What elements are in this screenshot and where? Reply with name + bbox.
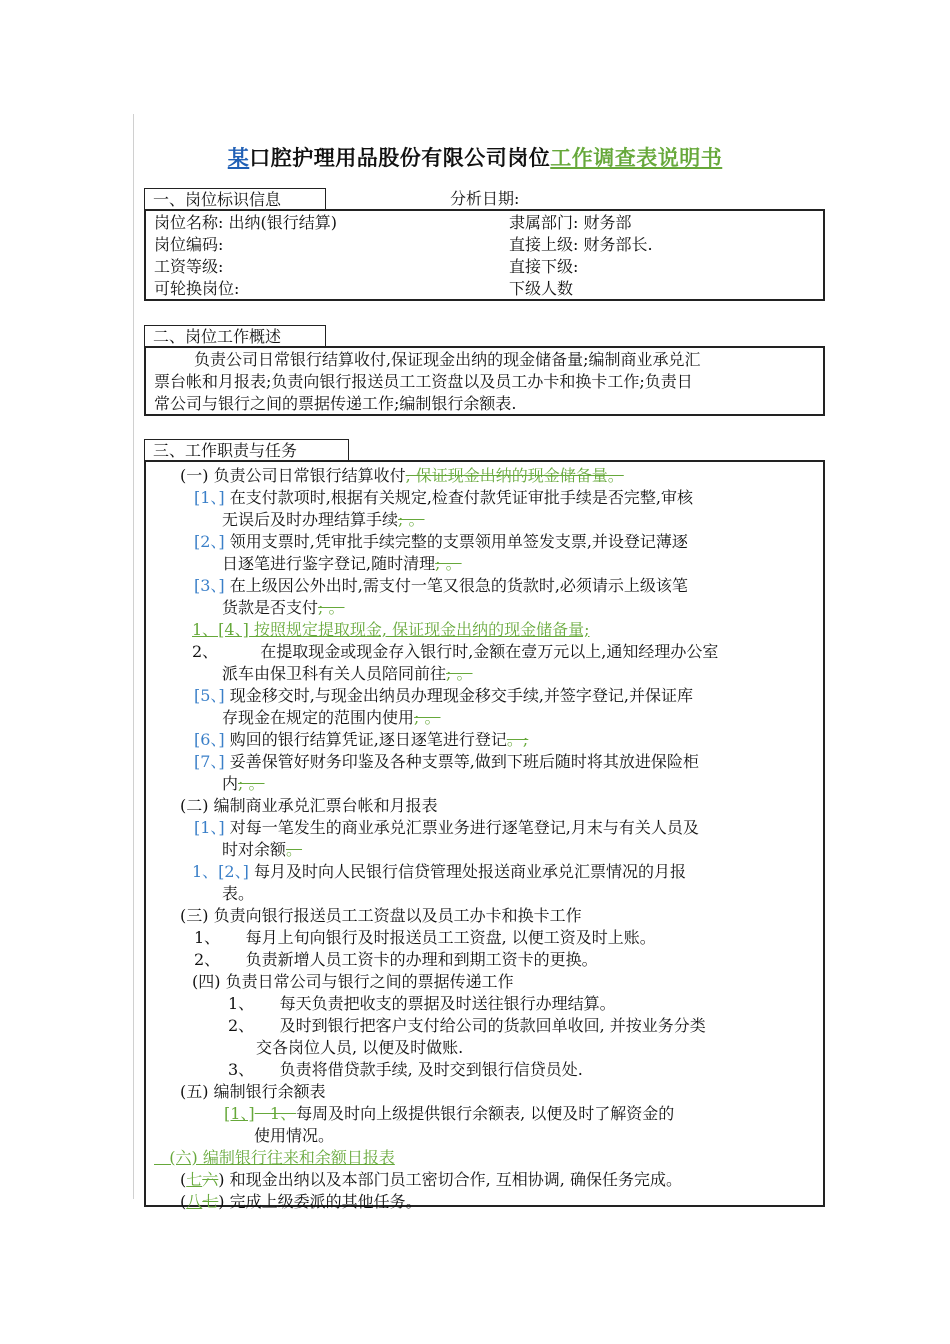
section3-heading: 三、工作职责与任务	[144, 439, 349, 461]
field-direct-subordinate: 直接下级:	[509, 257, 579, 276]
item-number: [1、]	[194, 488, 225, 507]
item-number: [1、]	[224, 1104, 255, 1123]
field-position-code: 岗位编码:	[154, 235, 224, 254]
duty-item: [3、] 在上级因公外出时,需支付一笔又很急的货款时,必须请示上级该笔	[194, 576, 688, 595]
duty-heading-4: (四) 负责日常公司与银行之间的票据传递工作	[192, 972, 514, 991]
item-number: [2、]	[194, 532, 225, 551]
duty-heading-5: (五) 编制银行余额表	[180, 1082, 326, 1101]
duty-item-cont: 交各岗位人员, 以便及时做账.	[256, 1038, 464, 1057]
title-suffix: 工作调查表说明书	[550, 145, 723, 170]
field-position-name: 岗位名称: 出纳(银行结算)	[154, 213, 337, 232]
field-salary-grade: 工资等级:	[154, 257, 224, 276]
field-subordinate-count: 下级人数	[509, 279, 574, 298]
section1-box	[144, 209, 825, 301]
summary-line: 常公司与银行之间的票据传递工作;编制银行余额表.	[154, 394, 517, 413]
duty-item: [5、] 现金移交时,与现金出纳员办理现金移交手续,并签字登记,并保证库	[194, 686, 694, 705]
item-number: 1、[2、]	[192, 862, 249, 881]
duty-item-cont: 时对余额。	[222, 840, 303, 859]
title-main: 口腔护理用品股份有限公司岗位	[249, 145, 551, 170]
duty-item-cont: 货款是否支付; 。	[222, 598, 345, 617]
duty-item: [7、] 妥善保管好财务印鉴及各种支票等,做到下班后随时将其放进保险柜	[194, 752, 699, 771]
duty-heading-3: (三) 负责向银行报送员工工资盘以及员工办卡和换卡工作	[180, 906, 582, 925]
duty-item-cont: 存现金在规定的范围内使用; 。	[222, 708, 441, 727]
item-number: 2、	[192, 642, 219, 661]
duty-heading-8: (八七) 完成上级委派的其他任务。	[180, 1192, 422, 1211]
duty-item: [1、] 对每一笔发生的商业承兑汇票业务进行逐笔登记,月末与有关人员及	[194, 818, 699, 837]
field-direct-superior: 直接上级: 财务部长.	[509, 235, 653, 254]
duty-heading-7: (七六) 和现金出纳以及本部门员工密切合作, 互相协调, 确保任务完成。	[180, 1170, 682, 1189]
duty-item: 1、 每月上旬向银行及时报送员工工资盘, 以便工资及时上账。	[194, 928, 656, 947]
field-rotation-positions: 可轮换岗位:	[154, 279, 240, 298]
document-title	[0, 142, 950, 172]
summary-line: 票台帐和月报表;负责向银行报送员工工资盘以及员工办卡和换卡工作;负责日	[154, 372, 693, 391]
duty-item: [1、] 1、每周及时向上级提供银行余额表, 以便及时了解资金的	[224, 1104, 675, 1123]
duty-item-cont: 表。	[222, 884, 255, 903]
duty-item-revised: 1、[4、] 按照规定提取现金, 保证现金出纳的现金储备量;	[192, 620, 590, 639]
summary-line: 负责公司日常银行结算收付,保证现金出纳的现金储备量;编制商业承兑汇	[194, 350, 701, 369]
duty-item-cont: 内; 。	[222, 774, 265, 793]
item-number: [5、]	[194, 686, 225, 705]
section2-heading: 二、岗位工作概述	[144, 325, 326, 347]
duty-item: [6、] 购回的银行结算凭证,逐日逐笔进行登记。;	[194, 730, 529, 749]
section3-box	[144, 460, 825, 1211]
duty-item: 1、[2、] 每月及时向人民银行信贷管理处报送商业承兑汇票情况的月报	[192, 862, 686, 881]
duty-heading-2: (二) 编制商业承兑汇票台帐和月报表	[180, 796, 438, 815]
item-number: [1、]	[194, 818, 225, 837]
section2-box	[144, 346, 825, 416]
duty-heading-1: (一) 负责公司日常银行结算收付, 保证现金出纳的现金储备量。	[180, 466, 624, 485]
duty-heading-6-inserted: (六) 编制银行往来和余额日报表	[154, 1148, 395, 1167]
field-department: 隶属部门: 财务部	[509, 213, 632, 232]
duty-item-cont: 日逐笔进行鉴字登记,随时清理; 。	[222, 554, 462, 573]
section1-heading: 一、岗位标识信息	[144, 188, 326, 210]
item-number: [3、]	[194, 576, 225, 595]
duty-item: 2、 负责新增人员工资卡的办理和到期工资卡的更换。	[194, 950, 598, 969]
duty-item: [2、] 领用支票时,凭审批手续完整的支票领用单签发支票,并设登记薄逐	[194, 532, 688, 551]
duty-item: 3、 负责将借贷款手续, 及时交到银行信贷员处.	[228, 1060, 583, 1079]
duty-item-cont: 使用情况。	[254, 1126, 335, 1145]
duty-item: 2、 在提取现金或现金存入银行时,金额在壹万元以上,通知经理办公室	[192, 642, 719, 661]
item-number: [6、]	[194, 730, 225, 749]
duty-item: [1、] 在支付款项时,根据有关规定,检查付款凭证审批手续是否完整,审核	[194, 488, 694, 507]
duty-item-cont: 派车由保卫科有关人员陪同前往; 。	[222, 664, 473, 683]
analysis-date-label: 分析日期:	[450, 189, 520, 208]
title-prefix: 某	[227, 145, 250, 170]
page-margin-line	[133, 114, 134, 1199]
duty-item: 1、 每天负责把收支的票据及时送往银行办理结算。	[228, 994, 616, 1013]
item-number: [7、]	[194, 752, 225, 771]
duty-item: 2、 及时到银行把客户支付给公司的货款回单收回, 并按业务分类	[228, 1016, 706, 1035]
duty-item-cont: 无误后及时办理结算手续; 。	[222, 510, 425, 529]
